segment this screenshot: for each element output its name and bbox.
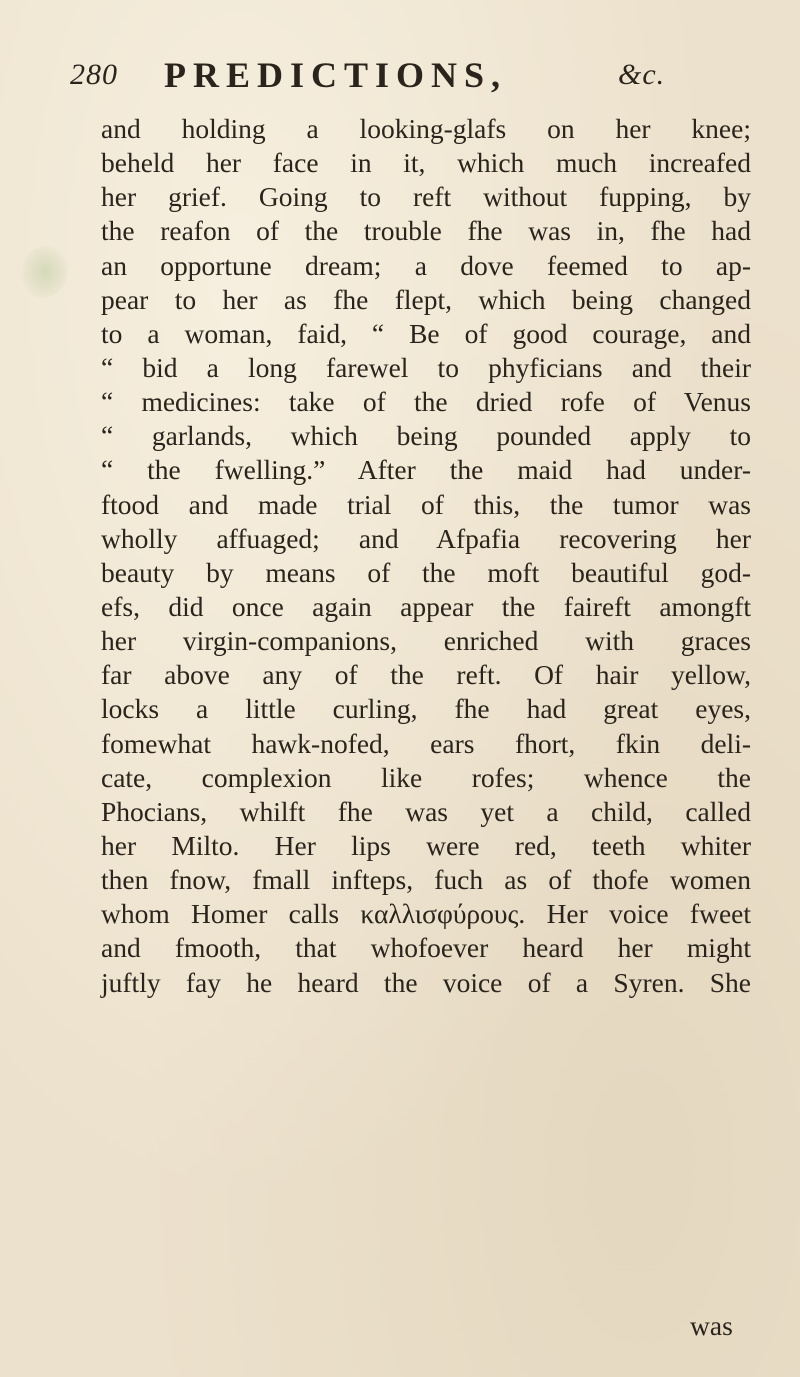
page-stain — [22, 246, 68, 298]
text-line: ftood and made trial of this, the tumor was — [101, 488, 751, 520]
text-line: “ bid a long farewel to phyficians and their — [101, 351, 751, 383]
text-line: and holding a looking-glafs on her knee; — [101, 113, 751, 144]
catchword: was — [690, 1310, 733, 1341]
text-line: then fnow, fmall infteps, fuch as of thofe women — [101, 864, 751, 896]
body-text — [101, 112, 751, 1000]
text-line: beauty by means of the moft beautiful god- — [101, 556, 751, 588]
text-line: “ the fwelling.” After the maid had under- — [101, 454, 751, 486]
text-line: an opportune dream; a dove feemed to ap- — [101, 249, 751, 281]
text-line: to a woman, faid, “ Be of good courage, and — [101, 317, 751, 349]
running-title: PREDICTIONS, — [164, 55, 508, 95]
text-line: juftly fay he heard the voice of a Syren. She — [101, 966, 751, 998]
text-line: whom Homer calls καλλισφύρους. Her voice fweet — [101, 898, 751, 930]
page-header — [70, 54, 670, 94]
text-line: far above any of the reft. Of hair yellow, — [101, 659, 751, 691]
page-number: 280 — [70, 58, 118, 91]
text-line: cate, complexion like rofes; whence the — [101, 761, 751, 793]
text-line: wholly affuaged; and Afpafia recovering her — [101, 522, 751, 554]
running-title-etc: &c. — [618, 58, 666, 91]
text-line: beheld her face in it, which much increafed — [101, 147, 751, 179]
text-line: Phocians, whilft fhe was yet a child, called — [101, 795, 751, 827]
text-line: and fmooth, that whofoever heard her might — [101, 932, 751, 964]
text-line: the reafon of the trouble fhe was in, fhe had — [101, 215, 751, 247]
text-line: her grief. Going to reft without fupping, by — [101, 181, 751, 213]
text-line: her virgin-companions, enriched with graces — [101, 625, 751, 657]
text-line: “ medicines: take of the dried rofe of Venus — [101, 386, 751, 418]
text-line: efs, did once again appear the faireft amongft — [101, 590, 751, 622]
text-line: fomewhat hawk-nofed, ears fhort, fkin deli- — [101, 727, 751, 759]
text-line: her Milto. Her lips were red, teeth whiter — [101, 829, 751, 861]
text-line: “ garlands, which being pounded apply to — [101, 420, 751, 452]
text-line: pear to her as fhe flept, which being changed — [101, 283, 751, 315]
text-line: locks a little curling, fhe had great eyes, — [101, 693, 751, 725]
